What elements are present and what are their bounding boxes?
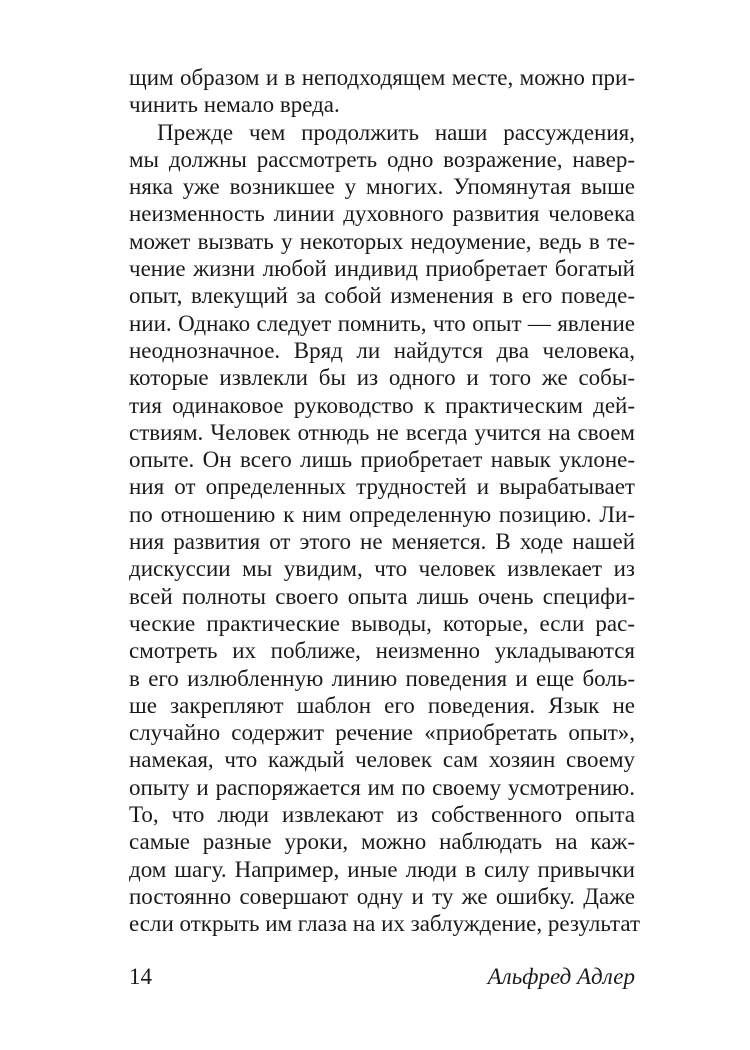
text-line: опыт, влекущий за собой изменения в его поведе- (129, 283, 635, 309)
body-text (129, 64, 641, 938)
text-line: дом шагу. Например, иные люди в силу привычки (129, 856, 635, 882)
text-line: щим образом и в неподходящем месте, можно при- (129, 65, 635, 90)
text-line: случайно содержит речение «приобретать опыт», (129, 720, 635, 746)
paragraph-first-line: Прежде чем продолжить наши рассуждения, (157, 119, 635, 145)
page-number: 14 (129, 964, 152, 989)
text-line: неизменность линии духовного развития человека (129, 201, 635, 227)
text-line: ческие практические выводы, которые, если рас- (129, 610, 635, 636)
text-line: ствиям. Человек отнюдь не всегда учится на своем (129, 419, 635, 445)
text-line: самые разные уроки, можно наблюдать на каж- (129, 829, 635, 855)
page-footer (129, 962, 635, 992)
text-line: То, что люди извлекают из собственного опыта (129, 802, 635, 828)
text-line: няка уже возникшее у многих. Упомянутая выше (129, 174, 635, 200)
text-line: чение жизни любой индивид приобретает богатый (129, 256, 635, 282)
text-line: по отношению к ним определенную позицию. Ли- (129, 501, 635, 527)
text-line: нии. Однако следует помнить, что опыт — явление (129, 310, 635, 336)
text-line: если открыть им глаза на их заблуждение, результат (129, 911, 641, 937)
text-line: ния развития от этого не меняется. В ходе нашей (129, 529, 635, 555)
text-line: всей полноты своего опыта лишь очень специфи- (129, 583, 635, 609)
text-line: ше закрепляют шаблон его поведения. Язык не (129, 692, 635, 718)
text-line: намекая, что каждый человек сам хозяин своему (129, 747, 635, 773)
text-line: в его излюбленную линию поведения и еще боль- (129, 665, 635, 691)
text-line: может вызвать у некоторых недоумение, ведь в те- (129, 228, 635, 254)
text-line: тия одинаковое руководство к практическим дей- (129, 392, 635, 418)
text-line: ния от определенных трудностей и вырабатывает (129, 474, 635, 500)
text-line: мы должны рассмотреть одно возражение, навер- (129, 146, 635, 172)
running-author: Альфред Адлер (487, 964, 635, 989)
text-line: постоянно совершают одну и ту же ошибку. Даже (129, 883, 635, 909)
text-line: смотреть их поближе, неизменно укладываются (129, 638, 635, 664)
text-line: дискуссии мы увидим, что человек извлекает из (129, 556, 635, 582)
text-line: которые извлекли бы из одного и того же собы- (129, 365, 635, 391)
text-line: опыту и распоряжается им по своему усмотрению. (129, 774, 635, 800)
text-line: чинить немало вреда. (129, 92, 340, 118)
text-line: неоднозначное. Вряд ли найдутся два человека, (129, 337, 635, 363)
text-line: опыте. Он всего лишь приобретает навык уклоне- (129, 447, 635, 473)
